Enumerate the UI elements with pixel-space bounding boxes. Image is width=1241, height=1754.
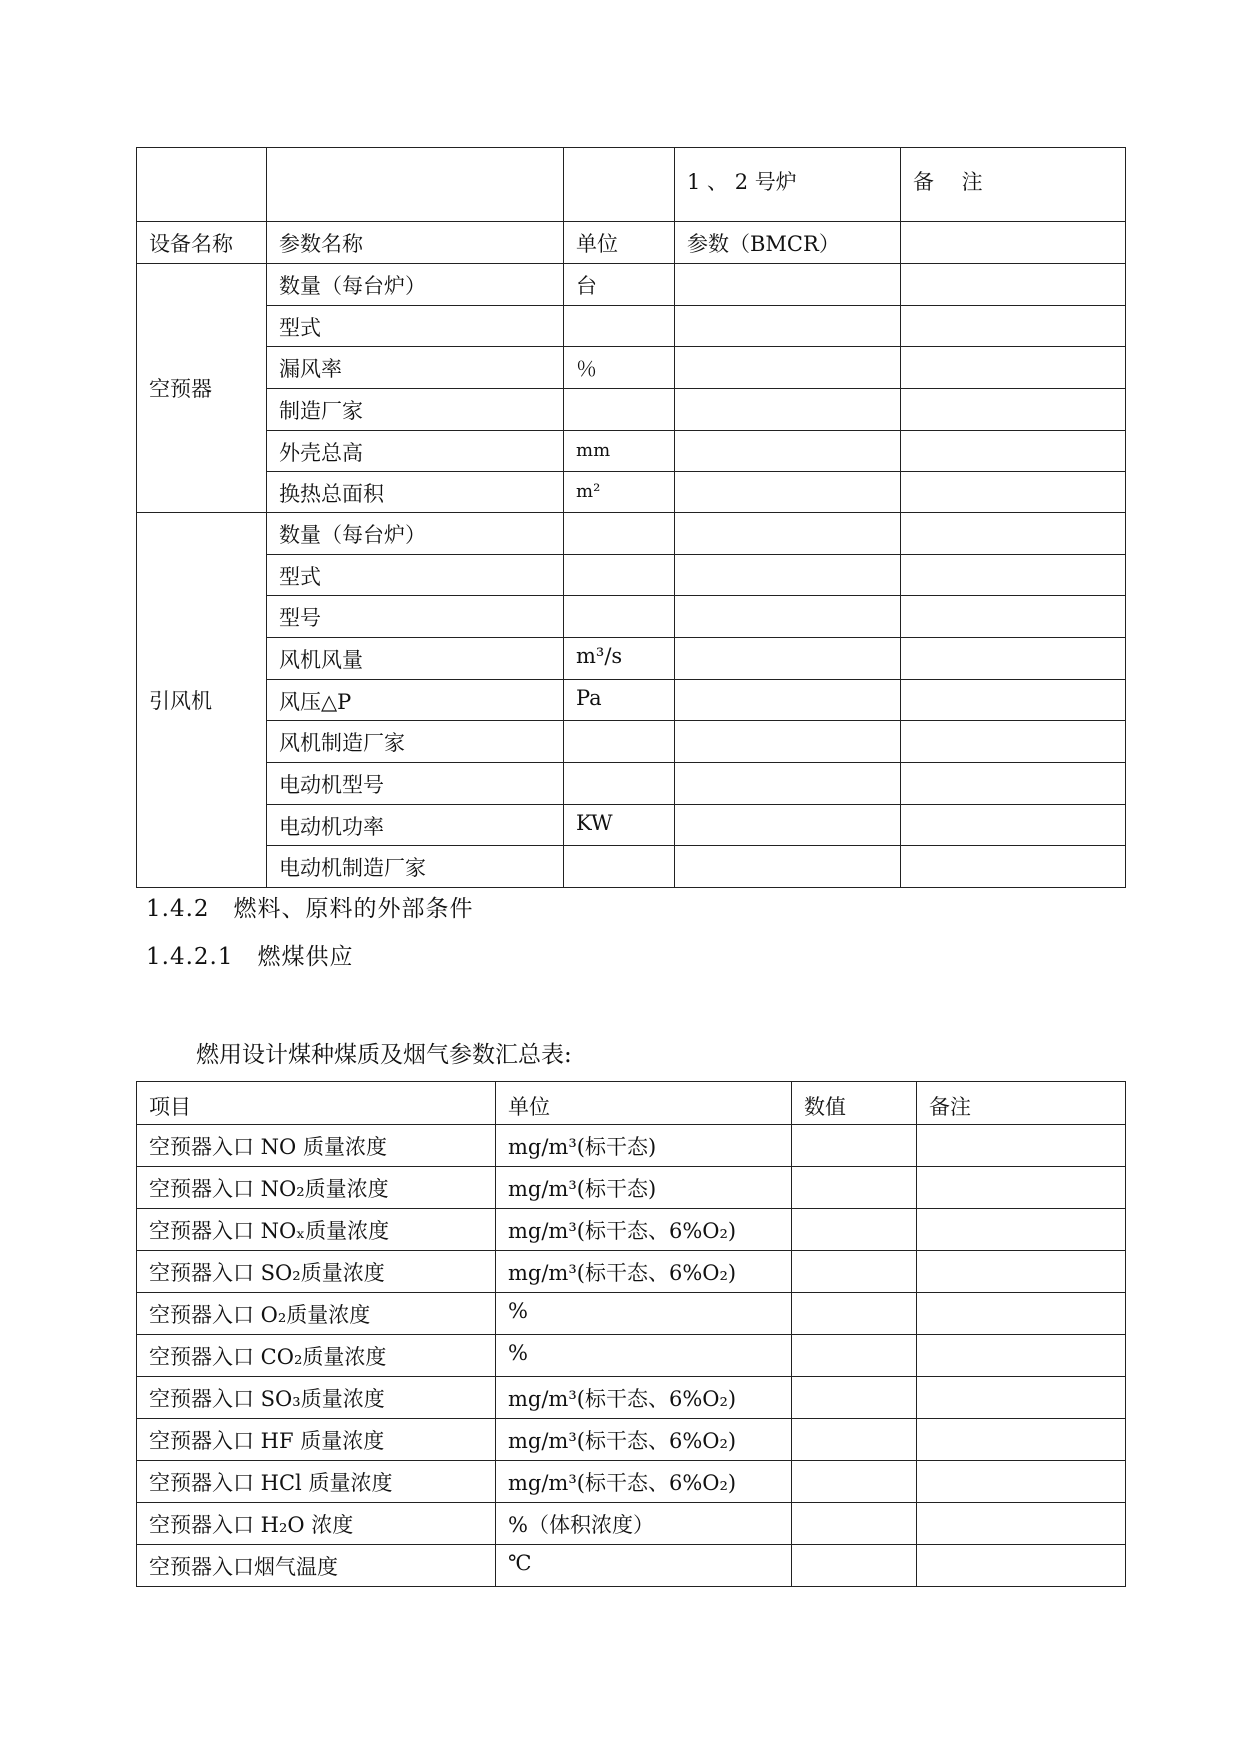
boiler-header-cell: 1 、 2 号炉	[675, 148, 901, 222]
note-cell	[917, 1545, 1126, 1587]
unit-cell: KW	[564, 805, 675, 846]
param-cell: 换热总面积	[267, 472, 564, 513]
item-cell: 空预器入口 NOₓ质量浓度	[137, 1209, 496, 1251]
value-cell	[675, 306, 901, 347]
item-cell: 空预器入口 CO₂质量浓度	[137, 1335, 496, 1377]
table-row	[137, 1293, 1126, 1335]
table-row	[137, 264, 1126, 306]
value-cell	[792, 1377, 917, 1419]
unit-header: 单位	[564, 222, 675, 264]
unit-cell: mg/m³(标干态、6%O₂)	[496, 1419, 792, 1461]
unit-cell: mg/m³(标干态、6%O₂)	[496, 1461, 792, 1503]
item-cell: 空预器入口 O₂质量浓度	[137, 1293, 496, 1335]
value-cell	[792, 1167, 917, 1209]
item-cell: 空预器入口 NO₂质量浓度	[137, 1167, 496, 1209]
unit-cell: mg/m³(标干态、6%O₂)	[496, 1209, 792, 1251]
value-cell	[675, 846, 901, 888]
item-cell: 空预器入口 HF 质量浓度	[137, 1419, 496, 1461]
unit-cell: Pa	[564, 680, 675, 721]
note-cell	[901, 721, 1126, 763]
table-header-top-row	[137, 148, 1126, 222]
value-cell	[792, 1125, 917, 1167]
table-row	[137, 846, 1126, 888]
note-cell	[901, 555, 1126, 596]
unit-cell: m²	[564, 472, 675, 513]
note-cell	[901, 513, 1126, 555]
param-cell: 数量（每台炉）	[267, 264, 564, 306]
item-cell: 空预器入口 H₂O 浓度	[137, 1503, 496, 1545]
unit-cell	[564, 555, 675, 596]
note-cell	[901, 846, 1126, 888]
unit-cell: %	[496, 1293, 792, 1335]
unit-cell: ℃	[496, 1545, 792, 1587]
table-row	[137, 1167, 1126, 1209]
value-header: 数值	[792, 1082, 917, 1125]
value-cell	[675, 680, 901, 721]
table-row	[137, 1461, 1126, 1503]
table-row	[137, 1503, 1126, 1545]
note-cell	[901, 264, 1126, 306]
param-cell: 风压△P	[267, 680, 564, 721]
note-cell	[901, 431, 1126, 472]
unit-cell: %（体积浓度）	[496, 1503, 792, 1545]
param-cell: 型式	[267, 306, 564, 347]
unit-cell: mm	[564, 431, 675, 472]
unit-cell: 台	[564, 264, 675, 306]
table-row	[137, 638, 1126, 680]
table-row	[137, 721, 1126, 763]
unit-cell: m³/s	[564, 638, 675, 680]
table-row	[137, 596, 1126, 638]
unit-cell	[564, 721, 675, 763]
table-row	[137, 1335, 1126, 1377]
note-cell	[901, 763, 1126, 805]
note-cell	[901, 472, 1126, 513]
device-name-cell: 空预器	[137, 264, 267, 513]
value-cell	[675, 264, 901, 306]
table-row	[137, 431, 1126, 472]
table-row	[137, 555, 1126, 596]
value-cell	[792, 1251, 917, 1293]
unit-cell: mg/m³(标干态)	[496, 1167, 792, 1209]
header-top-cell	[564, 148, 675, 222]
note-cell	[901, 389, 1126, 431]
item-cell: 空预器入口 SO₃质量浓度	[137, 1377, 496, 1419]
table-row	[137, 1545, 1126, 1587]
value-cell	[675, 638, 901, 680]
note-cell	[917, 1251, 1126, 1293]
value-cell	[675, 472, 901, 513]
table-row	[137, 513, 1126, 555]
value-cell	[675, 763, 901, 805]
value-cell	[792, 1335, 917, 1377]
value-cell	[675, 555, 901, 596]
device-name-header: 设备名称	[137, 222, 267, 264]
param-value-header: 参数（BMCR）	[675, 222, 901, 264]
table-row	[137, 1251, 1126, 1293]
value-cell	[675, 513, 901, 555]
param-cell: 数量（每台炉）	[267, 513, 564, 555]
note-header	[901, 222, 1126, 264]
equipment-parameter-table	[136, 147, 1126, 888]
table-row	[137, 763, 1126, 805]
note-cell	[917, 1419, 1126, 1461]
value-cell	[792, 1209, 917, 1251]
unit-cell	[564, 513, 675, 555]
value-cell	[675, 805, 901, 846]
table-row	[137, 472, 1126, 513]
table-header-row	[137, 222, 1126, 264]
table-row	[137, 805, 1126, 846]
note-cell	[901, 680, 1126, 721]
unit-cell: %	[496, 1335, 792, 1377]
value-cell	[792, 1461, 917, 1503]
table-row	[137, 1377, 1126, 1419]
value-cell	[792, 1419, 917, 1461]
flue-gas-parameter-table	[136, 1081, 1126, 1587]
header-top-cell	[267, 148, 564, 222]
item-cell: 空预器入口 HCl 质量浓度	[137, 1461, 496, 1503]
unit-cell	[564, 596, 675, 638]
note-cell	[917, 1335, 1126, 1377]
value-cell	[792, 1293, 917, 1335]
note-cell	[901, 638, 1126, 680]
device-name-cell: 引风机	[137, 513, 267, 888]
param-cell: 型式	[267, 555, 564, 596]
note-cell	[901, 805, 1126, 846]
note-cell	[901, 306, 1126, 347]
note-header: 备注	[917, 1082, 1126, 1125]
value-cell	[675, 596, 901, 638]
item-cell: 空预器入口 SO₂质量浓度	[137, 1251, 496, 1293]
table-header-row	[137, 1082, 1126, 1125]
param-cell: 风机风量	[267, 638, 564, 680]
param-name-header: 参数名称	[267, 222, 564, 264]
value-cell	[792, 1545, 917, 1587]
unit-cell: mg/m³(标干态、6%O₂)	[496, 1251, 792, 1293]
unit-cell: mg/m³(标干态、6%O₂)	[496, 1377, 792, 1419]
param-cell: 电动机制造厂家	[267, 846, 564, 888]
note-cell	[917, 1461, 1126, 1503]
unit-cell	[564, 846, 675, 888]
note-cell	[917, 1293, 1126, 1335]
table-row	[137, 1209, 1126, 1251]
note-cell	[901, 596, 1126, 638]
param-cell: 漏风率	[267, 347, 564, 389]
param-cell: 电动机功率	[267, 805, 564, 846]
param-cell: 电动机型号	[267, 763, 564, 805]
table-row	[137, 1125, 1126, 1167]
header-top-cell	[137, 148, 267, 222]
param-cell: 型号	[267, 596, 564, 638]
item-cell: 空预器入口烟气温度	[137, 1545, 496, 1587]
unit-cell: ％	[564, 347, 675, 389]
subsection-heading: 1.4.2.1 燃煤供应	[146, 944, 354, 970]
value-cell	[675, 347, 901, 389]
unit-cell	[564, 306, 675, 347]
table-row	[137, 1419, 1126, 1461]
table-row	[137, 347, 1126, 389]
item-header: 项目	[137, 1082, 496, 1125]
value-cell	[675, 721, 901, 763]
table-row	[137, 306, 1126, 347]
note-cell	[901, 347, 1126, 389]
remarks-header-cell: 备 注	[901, 148, 1126, 222]
item-cell: 空预器入口 NO 质量浓度	[137, 1125, 496, 1167]
param-cell: 外壳总高	[267, 431, 564, 472]
unit-cell: mg/m³(标干态)	[496, 1125, 792, 1167]
note-cell	[917, 1503, 1126, 1545]
note-cell	[917, 1377, 1126, 1419]
table-row	[137, 680, 1126, 721]
table-row	[137, 389, 1126, 431]
param-cell: 制造厂家	[267, 389, 564, 431]
unit-cell	[564, 389, 675, 431]
note-cell	[917, 1125, 1126, 1167]
value-cell	[675, 389, 901, 431]
unit-header: 单位	[496, 1082, 792, 1125]
unit-cell	[564, 763, 675, 805]
value-cell	[675, 431, 901, 472]
section-heading: 1.4.2 燃料、原料的外部条件	[146, 896, 474, 922]
note-cell	[917, 1209, 1126, 1251]
table-caption: 燃用设计煤种煤质及烟气参数汇总表:	[196, 1042, 572, 1068]
value-cell	[792, 1503, 917, 1545]
param-cell: 风机制造厂家	[267, 721, 564, 763]
note-cell	[917, 1167, 1126, 1209]
